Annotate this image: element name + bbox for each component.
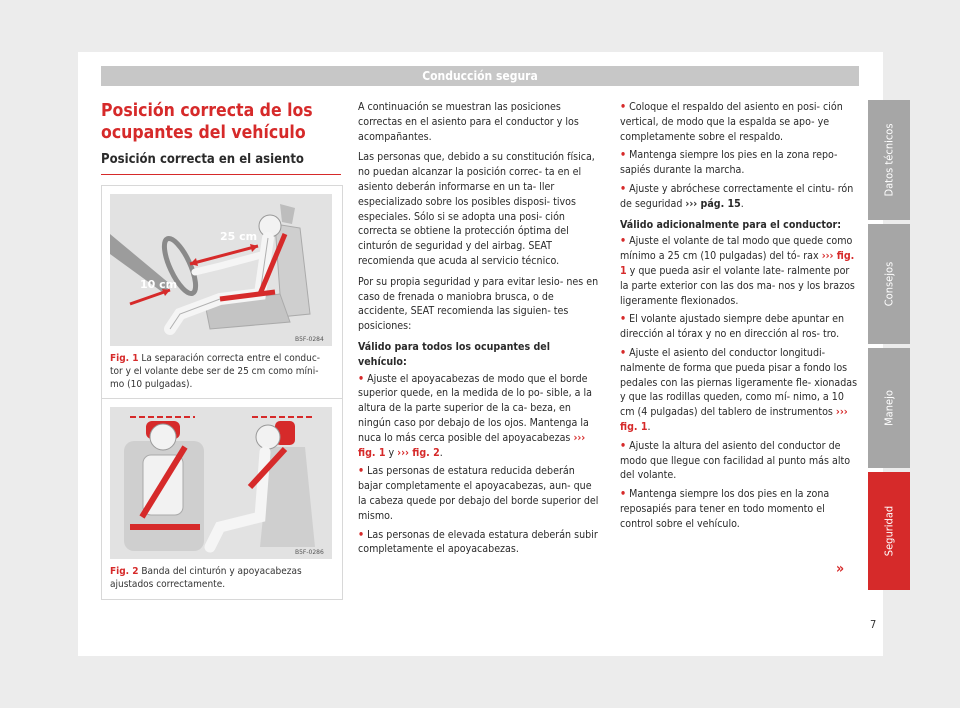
figure-2-label: Fig. 2 bbox=[110, 566, 139, 577]
list-item: • Ajuste el apoyacabezas de modo que el borde superior quede, en la medida de lo po- sible, a la altura de la parte superior de la ca- beza, en ningún caso por debajo de los ojos. Mantenga la nuca lo más cerca posible del apoyacabezas ››› fig. 1 y ››› fig. 2. bbox=[358, 372, 592, 459]
continue-arrow-icon: » bbox=[836, 561, 845, 577]
page-number: 7 bbox=[870, 618, 877, 631]
list-item: • Ajuste el volante de tal modo que quede como mínimo a 25 cm (10 pulgadas) del tó- rax ››› fig. 1 y que pueda asir el volante late- ralmente por la parte exterior con las dos ma- nos y los brazos ligeramente flexionados. bbox=[620, 235, 855, 307]
paragraph: A continuación se muestran las posiciones correctas en el asiento para el conductor y los acompañantes. bbox=[358, 101, 579, 143]
bullet-icon: • bbox=[358, 372, 365, 385]
cross-reference-link[interactable]: ››› fig. 1 bbox=[620, 250, 855, 277]
bullet-icon: • bbox=[358, 528, 365, 541]
running-header: Conducción segura bbox=[101, 66, 859, 86]
figure-2 bbox=[101, 398, 343, 600]
bullet-icon: • bbox=[620, 439, 627, 452]
distance-label-25: 25 cm bbox=[220, 230, 258, 243]
bullet-icon: • bbox=[358, 465, 365, 478]
section-title: Posición correcta de los ocupantes del vehículo bbox=[101, 101, 313, 143]
bullet-icon: • bbox=[620, 488, 627, 501]
figure-1-label: Fig. 1 bbox=[110, 353, 139, 364]
cross-reference-link[interactable]: ››› fig. 2 bbox=[397, 446, 440, 459]
list-item: • Ajuste el asiento del conductor longitudi- nalmente de forma que pueda pisar a fondo los pedales con las piernas ligeramente fle- xionadas y que las rodillas queden, como mí- nimo, a 10 cm (4 pulgadas) del tablero de instrumentos ››› fig. 1. bbox=[620, 346, 858, 433]
bullet-icon: • bbox=[620, 149, 627, 162]
section-heading-block bbox=[101, 100, 341, 175]
body-column-2 bbox=[358, 100, 600, 561]
figure-1-illustration bbox=[110, 194, 332, 346]
list-item: • El volante ajustado siempre debe apuntar en dirección al tórax y no en dirección al ros- tro. bbox=[620, 313, 845, 341]
figure-2-caption: Fig. 2 Banda del cinturón y apoyacabezas ajustados correctamente. bbox=[110, 566, 302, 590]
tab-consejos[interactable]: Consejos bbox=[868, 224, 910, 344]
cross-reference-link[interactable]: ››› fig. 1 bbox=[620, 406, 848, 433]
tab-seguridad[interactable]: Seguridad bbox=[868, 472, 910, 590]
bullet-icon: • bbox=[620, 235, 627, 248]
group-heading: Válido para todos los ocupantes del vehículo: bbox=[358, 340, 551, 368]
list-item: • Mantenga siempre los pies en la zona repo- sapiés durante la marcha. bbox=[620, 149, 838, 177]
tab-manejo[interactable]: Manejo bbox=[868, 348, 910, 468]
list-item: • Ajuste y abróchese correctamente el cintu- rón de seguridad ››› pág. 15. bbox=[620, 182, 854, 210]
bullet-icon: • bbox=[620, 101, 627, 113]
list-item: • Las personas de elevada estatura deberán subir completamente el apoyacabezas. bbox=[358, 528, 598, 556]
list-item: • Las personas de estatura reducida deberán bajar completamente el apoyacabezas, aun- que la cabeza quede por debajo del borde superior del mismo. bbox=[358, 465, 599, 522]
paragraph: Por su propia seguridad y para evitar lesio- nes en caso de frenada o maniobra brusca, o de accidente, SEAT recomienda las siguien- tes posiciones: bbox=[358, 275, 599, 333]
list-item: • Ajuste la altura del asiento del conductor de modo que llegue con facilidad al punto más alto del volante. bbox=[620, 439, 851, 482]
subsection-title: Posición correcta en el asiento bbox=[101, 152, 341, 175]
tab-datos-tecnicos[interactable]: Datos técnicos bbox=[868, 100, 910, 220]
figure-2-illustration bbox=[110, 407, 332, 559]
figure-code: B5F-0284 bbox=[295, 336, 324, 343]
group-heading: Válido adicionalmente para el conductor: bbox=[620, 218, 842, 231]
bullet-icon: • bbox=[620, 182, 627, 195]
list-item: • Coloque el respaldo del asiento en posi- ción vertical, de modo que la espalda se apo- ye completamente sobre el respaldo. bbox=[620, 101, 843, 143]
figure-1-caption: Fig. 1 La separación correcta entre el conduc- tor y el volante debe ser de 25 cm como míni- mo (10 pulgadas). bbox=[110, 353, 321, 390]
figure-1 bbox=[101, 185, 343, 400]
bullet-icon: • bbox=[620, 313, 627, 326]
cross-reference-link[interactable]: ››› pág. 15 bbox=[685, 197, 741, 210]
distance-label-10: 10 cm bbox=[140, 278, 178, 291]
paragraph: Las personas que, debido a su constitución física, no puedan alcanzar la posición correc- ta en el asiento deberán informarse en un ta- ller especializado sobre los posibles disposi- tivos especiales. Sólo si se adopta una posi- ción correcta se obtiene la protección óptima del cinturón de seguridad y del airbag. SEAT recomienda que acuda al servicio técnico. bbox=[358, 151, 595, 267]
body-column-3 bbox=[620, 100, 860, 536]
list-item: • Mantenga siempre los dos pies en la zona reposapiés para tener en todo momento el control sobre el vehículo. bbox=[620, 488, 830, 530]
bullet-icon: • bbox=[620, 346, 627, 359]
figure-code: B5F-0286 bbox=[295, 549, 324, 556]
cross-reference-link[interactable]: ››› fig. 1 bbox=[358, 431, 586, 459]
